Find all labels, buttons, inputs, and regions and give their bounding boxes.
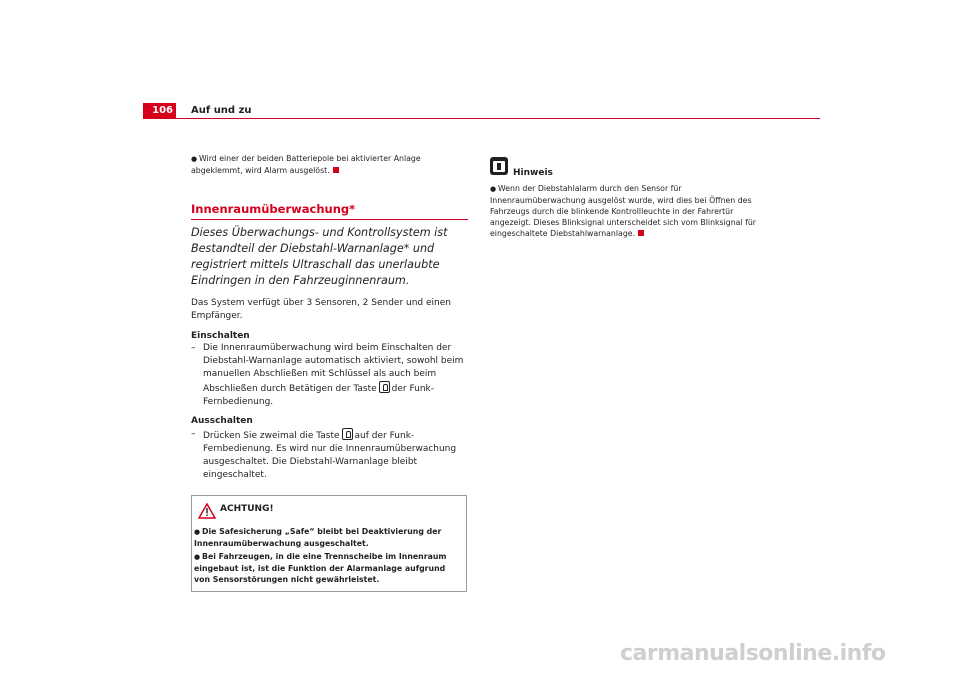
- section-title: Innenraumüberwachung*: [191, 202, 468, 220]
- bullet-icon: ●: [191, 155, 198, 163]
- warning-item-text: Die Safesicherung „Safe“ bleibt bei Deaktivierung der Innenraumüberwachung ausgeschaltet.: [194, 527, 442, 549]
- dash-marker: –: [191, 429, 196, 440]
- off-text-a: Drücken Sie zweimal die Taste: [203, 431, 340, 442]
- off-heading: Ausschalten: [191, 416, 253, 427]
- left-column: [191, 153, 468, 592]
- end-mark-icon: [638, 230, 644, 236]
- end-mark-icon: [333, 167, 339, 173]
- warning-box: [191, 495, 467, 592]
- warning-item-text: Bei Fahrzeugen, in die eine Trennscheibe im Innenraum eingebaut ist, ist die Funktion der Alarmanlage aufgrund von Sensorstörungen nicht gewährleistet.: [194, 552, 447, 585]
- system-text: Das System verfügt über 3 Sensoren, 2 Sender und einen Empfänger.: [191, 298, 451, 321]
- on-step: [191, 342, 468, 408]
- chapter-title: Auf und zu: [191, 105, 252, 116]
- warning-item: [192, 526, 466, 549]
- section-lead: Dieses Überwachungs- und Kontrollsystem ist Bestandteil der Diebstahl-Warnanlage* und registriert mittels Ultraschall das unerlaubte Eindringen in den Fahrzeuginnenraum.: [191, 226, 448, 287]
- note-header: [490, 157, 768, 183]
- lock-key-icon: [342, 428, 353, 440]
- on-heading: Einschalten: [191, 330, 250, 341]
- off-step-content: [203, 428, 468, 481]
- warning-header: [192, 496, 466, 524]
- off-text-b: auf der Funk-Fernbedienung. Es wird nur die Innenraumüberwachung ausgeschaltet. Die Diebstahl-Warnanlage bleibt eingeschaltet.: [203, 431, 457, 480]
- on-text-a: Die Innenraumüberwachung wird beim Einschalten der Diebstahl-Warnanlage automatisch aktiviert, sowohl beim manuellen Abschließen mit Schlüssel als auch beim Abschließen durch Betätigen der Taste: [203, 343, 464, 394]
- intro-bullet: [191, 153, 468, 176]
- note-icon: [490, 157, 508, 175]
- dash-marker: –: [191, 343, 196, 354]
- warning-title: ACHTUNG!: [220, 504, 274, 515]
- page-number: 106: [143, 103, 176, 119]
- off-step: [191, 428, 468, 481]
- note-body: [490, 183, 768, 239]
- on-text-b: der Funk-Fernbedienung.: [203, 383, 435, 407]
- note-title: Hinweis: [513, 168, 553, 178]
- header-divider: [176, 118, 820, 119]
- bullet-icon: ●: [194, 528, 201, 537]
- note-text: Wenn der Diebstahlalarm durch den Sensor für Innenraumüberwachung ausgelöst wurde, wird dies bei Öffnen des Fahrzeugs durch die blinkende Kontrollleuchte in der Fahrertür angezeigt. Dieses Blinksignal unterscheidet sich vom Blinksignal für eingeschaltete Diebstahlwarnanlage.: [490, 184, 756, 238]
- right-column: [490, 153, 768, 239]
- on-step-content: [203, 342, 468, 408]
- watermark: carmanualsonline.info: [620, 641, 886, 666]
- bullet-icon: ●: [194, 553, 201, 562]
- warning-item: [192, 551, 466, 585]
- intro-bullet-text: Wird einer der beiden Batteriepole bei aktivierter Anlage abgeklemmt, wird Alarm ausgelöst.: [191, 154, 421, 175]
- lock-key-icon: [379, 381, 390, 393]
- warning-triangle-icon: [198, 503, 216, 519]
- page-header: [143, 103, 820, 119]
- bullet-icon: ●: [490, 185, 497, 193]
